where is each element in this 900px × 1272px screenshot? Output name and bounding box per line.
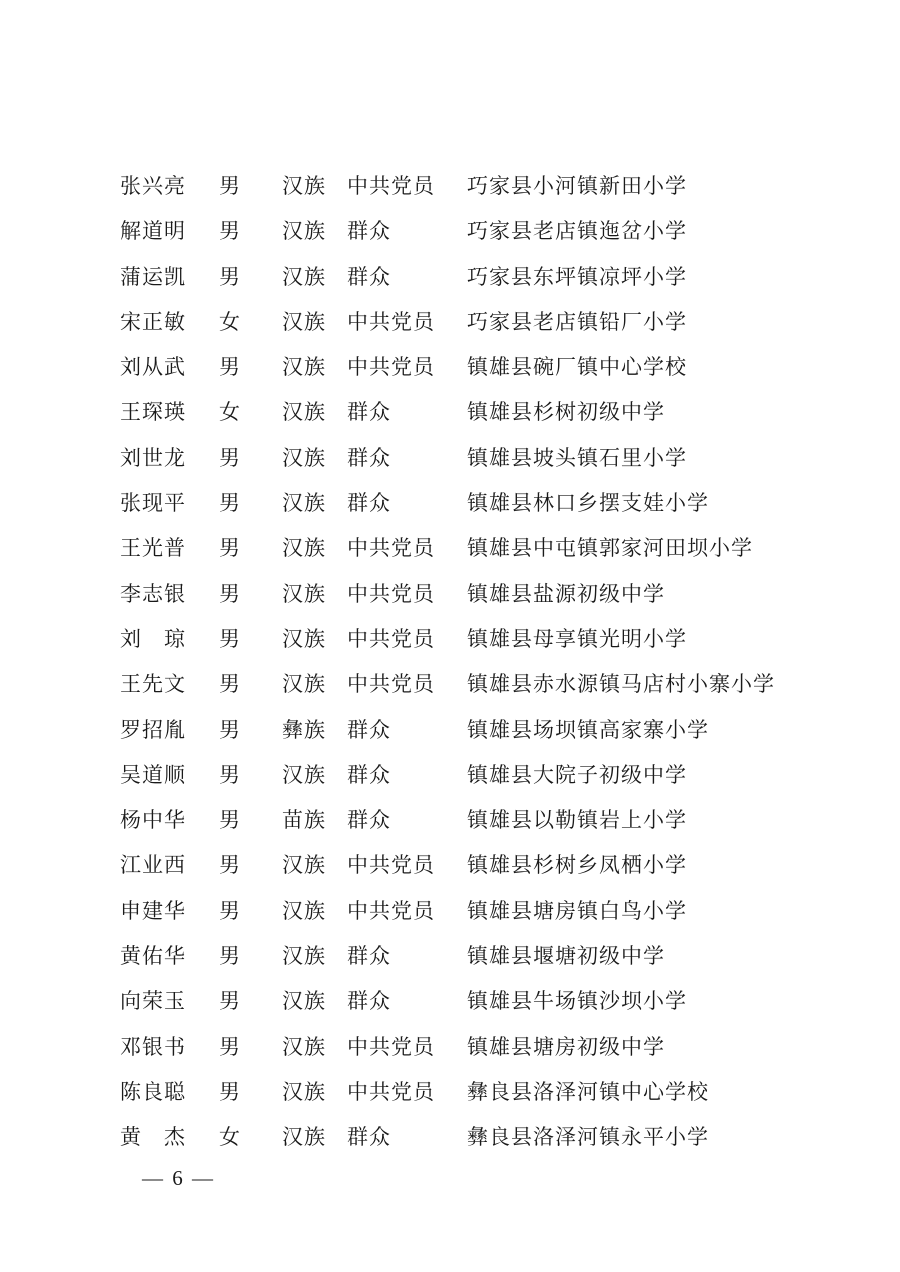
person-political-status: 群众 (347, 400, 391, 425)
roster-row (0, 662, 900, 707)
person-political-status: 中共党员 (347, 581, 435, 606)
person-ethnicity: 汉族 (282, 264, 326, 289)
person-ethnicity: 汉族 (282, 853, 326, 878)
person-ethnicity: 汉族 (282, 400, 326, 425)
person-ethnicity: 苗族 (282, 808, 326, 833)
person-ethnicity: 汉族 (282, 1125, 326, 1150)
person-political-status: 群众 (347, 264, 391, 289)
person-name: 陈良聪 (120, 1079, 186, 1104)
person-name: 李志银 (120, 581, 186, 606)
roster-row (0, 572, 900, 617)
person-school: 镇雄县坡头镇石里小学 (467, 445, 687, 470)
person-gender: 女 (219, 309, 241, 334)
person-school: 彝良县洛泽河镇永平小学 (467, 1125, 709, 1150)
roster-row (0, 209, 900, 254)
person-name: 江业西 (120, 853, 186, 878)
person-name: 邓银书 (120, 1034, 186, 1059)
roster-row (0, 798, 900, 843)
person-school: 镇雄县中屯镇郭家河田坝小学 (467, 536, 753, 561)
person-political-status: 中共党员 (347, 1079, 435, 1104)
roster-row (0, 345, 900, 390)
person-political-status: 群众 (347, 989, 391, 1014)
person-gender: 男 (219, 536, 241, 561)
roster-row (0, 934, 900, 979)
person-name: 解道明 (120, 219, 186, 244)
roster-row (0, 390, 900, 435)
person-political-status: 群众 (347, 762, 391, 787)
person-name: 刘从武 (120, 355, 186, 380)
person-school: 巧家县老店镇铅厂小学 (467, 309, 687, 334)
person-gender: 男 (219, 762, 241, 787)
person-school: 巧家县老店镇迤岔小学 (467, 219, 687, 244)
person-name: 蒲运凯 (120, 264, 186, 289)
person-school: 镇雄县塘房初级中学 (467, 1034, 665, 1059)
person-ethnicity: 汉族 (282, 672, 326, 697)
person-ethnicity: 汉族 (282, 581, 326, 606)
person-gender: 男 (219, 989, 241, 1014)
person-school: 彝良县洛泽河镇中心学校 (467, 1079, 709, 1104)
person-political-status: 中共党员 (347, 672, 435, 697)
person-school: 镇雄县场坝镇高家寨小学 (467, 717, 709, 742)
person-ethnicity: 汉族 (282, 445, 326, 470)
person-name: 张现平 (120, 491, 186, 516)
person-political-status: 中共党员 (347, 626, 435, 651)
person-gender: 男 (219, 808, 241, 833)
person-political-status: 中共党员 (347, 1034, 435, 1059)
person-gender: 男 (219, 355, 241, 380)
roster-list (0, 164, 900, 1161)
person-political-status: 中共党员 (347, 898, 435, 923)
person-name: 王光普 (120, 536, 186, 561)
person-gender: 女 (219, 1125, 241, 1150)
person-ethnicity: 汉族 (282, 989, 326, 1014)
person-name: 向荣玉 (120, 989, 186, 1014)
person-school: 巧家县小河镇新田小学 (467, 174, 687, 198)
person-political-status: 群众 (347, 1125, 391, 1150)
person-school: 镇雄县赤水源镇马店村小寨小学 (467, 672, 775, 697)
person-gender: 男 (219, 581, 241, 606)
person-ethnicity: 汉族 (282, 219, 326, 244)
person-gender: 男 (219, 898, 241, 923)
roster-row (0, 255, 900, 300)
roster-row (0, 979, 900, 1024)
person-gender: 男 (219, 626, 241, 651)
person-school: 镇雄县大院子初级中学 (467, 762, 687, 787)
person-name: 黄 杰 (120, 1125, 186, 1150)
person-school: 镇雄县盐源初级中学 (467, 581, 665, 606)
person-ethnicity: 汉族 (282, 174, 326, 198)
person-gender: 男 (219, 264, 241, 289)
person-name: 申建华 (120, 898, 186, 923)
page-number: — 6 — (142, 1166, 215, 1190)
person-ethnicity: 汉族 (282, 1079, 326, 1104)
roster-row (0, 481, 900, 526)
person-ethnicity: 彝族 (282, 717, 326, 742)
person-school: 镇雄县堰塘初级中学 (467, 944, 665, 969)
person-gender: 男 (219, 491, 241, 516)
person-name: 刘 琼 (120, 626, 186, 651)
person-name: 王先文 (120, 672, 186, 697)
person-political-status: 中共党员 (347, 853, 435, 878)
roster-row (0, 617, 900, 662)
person-ethnicity: 汉族 (282, 309, 326, 334)
person-political-status: 群众 (347, 808, 391, 833)
roster-row (0, 300, 900, 345)
person-gender: 男 (219, 717, 241, 742)
roster-row (0, 1025, 900, 1070)
person-school: 镇雄县以勒镇岩上小学 (467, 808, 687, 833)
roster-row (0, 164, 900, 209)
person-political-status: 群众 (347, 944, 391, 969)
roster-row (0, 526, 900, 571)
person-ethnicity: 汉族 (282, 491, 326, 516)
roster-row (0, 1115, 900, 1160)
person-name: 张兴亮 (120, 174, 186, 198)
person-gender: 男 (219, 853, 241, 878)
person-name: 王琛瑛 (120, 400, 186, 425)
person-school: 镇雄县塘房镇白鸟小学 (467, 898, 687, 923)
person-political-status: 中共党员 (347, 536, 435, 561)
person-ethnicity: 汉族 (282, 898, 326, 923)
person-gender: 男 (219, 445, 241, 470)
roster-row (0, 708, 900, 753)
person-gender: 男 (219, 219, 241, 244)
person-school: 镇雄县杉树乡凤栖小学 (467, 853, 687, 878)
roster-row (0, 843, 900, 888)
person-name: 罗招胤 (120, 717, 186, 742)
person-gender: 男 (219, 174, 241, 198)
person-name: 黄佑华 (120, 944, 186, 969)
person-political-status: 群众 (347, 491, 391, 516)
person-political-status: 群众 (347, 445, 391, 470)
person-ethnicity: 汉族 (282, 536, 326, 561)
person-school: 镇雄县杉树初级中学 (467, 400, 665, 425)
person-ethnicity: 汉族 (282, 1034, 326, 1059)
person-gender: 男 (219, 944, 241, 969)
person-gender: 女 (219, 400, 241, 425)
person-gender: 男 (219, 672, 241, 697)
person-school: 镇雄县林口乡摆支娃小学 (467, 491, 709, 516)
roster-row (0, 436, 900, 481)
person-political-status: 中共党员 (347, 174, 435, 198)
person-political-status: 中共党员 (347, 309, 435, 334)
person-name: 宋正敏 (120, 309, 186, 334)
roster-row (0, 889, 900, 934)
person-political-status: 中共党员 (347, 355, 435, 380)
person-political-status: 群众 (347, 219, 391, 244)
roster-row (0, 1070, 900, 1115)
person-name: 杨中华 (120, 808, 186, 833)
person-gender: 男 (219, 1079, 241, 1104)
person-political-status: 群众 (347, 717, 391, 742)
person-ethnicity: 汉族 (282, 626, 326, 651)
person-name: 刘世龙 (120, 445, 186, 470)
person-school: 镇雄县碗厂镇中心学校 (467, 355, 687, 380)
person-ethnicity: 汉族 (282, 944, 326, 969)
person-school: 镇雄县牛场镇沙坝小学 (467, 989, 687, 1014)
person-school: 巧家县东坪镇凉坪小学 (467, 264, 687, 289)
person-ethnicity: 汉族 (282, 355, 326, 380)
person-name: 吴道顺 (120, 762, 186, 787)
person-ethnicity: 汉族 (282, 762, 326, 787)
person-gender: 男 (219, 1034, 241, 1059)
person-school: 镇雄县母享镇光明小学 (467, 626, 687, 651)
roster-row (0, 753, 900, 798)
